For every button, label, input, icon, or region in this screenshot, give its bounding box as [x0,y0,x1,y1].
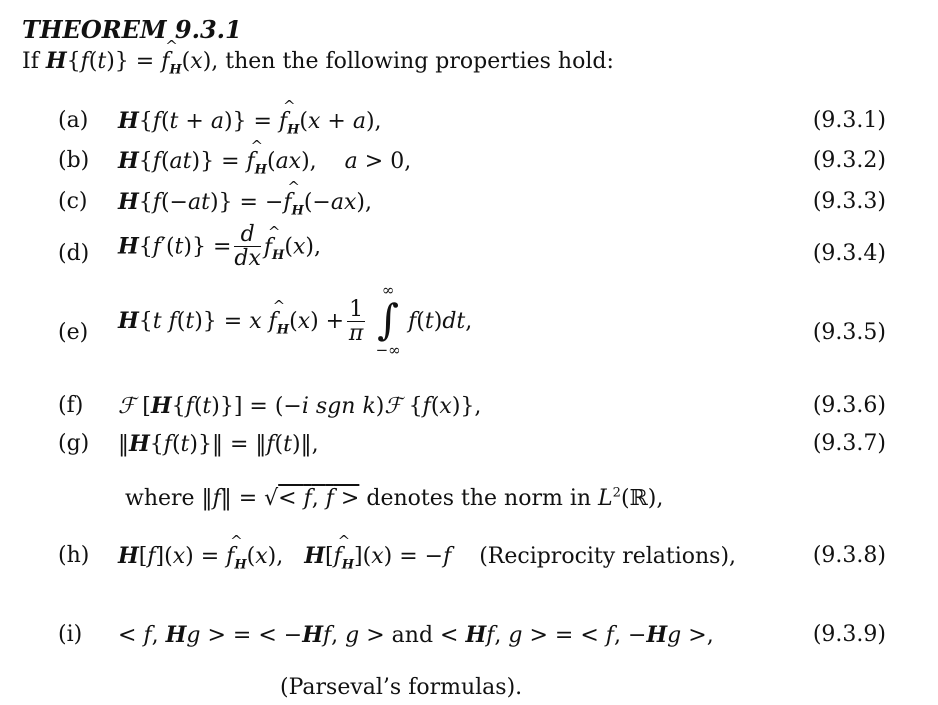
equation-c: H{f(−at)} = −^ $f_H(-ax)$, [118,189,372,218]
item-i-label: (i) [58,622,83,647]
item-e-label: (e) [58,320,89,345]
equation-number-b: (9.3.2) [812,148,886,173]
equation-number-a: (9.3.1) [812,108,886,133]
norm-suffix: denotes the norm in [366,486,592,511]
theorem-title: THEOREM 9.3.1 [22,15,242,44]
equation-number-g: (9.3.7) [812,431,886,456]
item-a-label: (a) [58,108,89,133]
theorem-intro: If H{f(t)} = ^ $f_H(x)$, then the following properties hold: [22,48,614,77]
equation-f: ℱ [H{f(t)}] = (−i sgn k)ℱ {f(x)}, [118,393,482,419]
equation-h: H[f](x) = ^ $f_H(x)$, H[^ $f_H](x) = -f$ (Reciprocity relations), [118,543,736,572]
parseval-note: (Parseval’s formulas). [280,675,523,700]
equation-number-i: (9.3.9) [812,622,886,647]
equation-number-e: (9.3.5) [812,320,886,345]
equation-number-c: (9.3.3) [812,189,886,214]
item-g-label: (g) [58,431,90,456]
equation-number-h: (9.3.8) [812,543,886,568]
equation-a: H{f(t + a)} = ^ $f_H(x + a)$, [118,108,382,137]
item-f-label: (f) [58,393,84,418]
equation-number-d: (9.3.4) [812,241,886,266]
item-c-label: (c) [58,189,88,214]
item-b-label: (b) [58,148,90,173]
intro-if: If [22,49,46,74]
equation-number-f: (9.3.6) [812,393,886,418]
equation-g: ‖H{f(t)}‖ = ‖f(t)‖, [118,431,319,457]
equation-i: < f, Hg > = < −Hf, g > and < Hf, g > = < f, −Hg >, [118,622,714,648]
equation-b: H{f(at)} = ^ $f_H(ax)$, a > 0, [118,148,411,177]
norm-prefix: where [125,486,195,511]
equation-e: H{t f(t)} = x ^ $f_H(x)$ + $\frac{1}{\pi}$ ∞ ∫ −∞ f(t)dt, [118,284,472,360]
item-d-label: (d) [58,241,90,266]
item-h-label: (h) [58,543,90,568]
norm-note: where ‖f‖ = √< f, f > denotes the norm in $L^2(ℝ)$, [125,485,664,511]
equation-d: H{f′(t)} = $\frac{d}{dx}$ ^ $f_H(x)$, [118,224,321,271]
reciprocity-note: (Reciprocity relations), [479,544,737,569]
